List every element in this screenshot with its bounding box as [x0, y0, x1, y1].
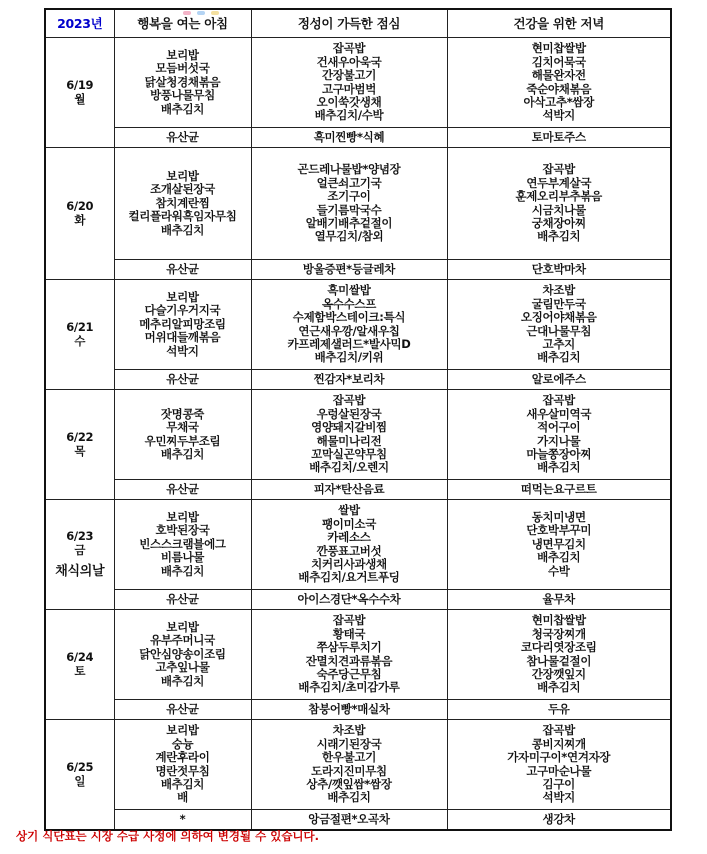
day-row: [45, 390, 671, 480]
lunch-item: 시래기된장국: [316, 736, 382, 751]
snack-row: [45, 590, 671, 610]
date-cell: [45, 280, 114, 390]
snack-cell: 생강차: [447, 810, 671, 831]
weekday-label: 목: [74, 443, 86, 458]
snack-cell: 아이스경단*옥수수차: [251, 590, 447, 610]
breakfast-item: 숭늉: [171, 736, 194, 751]
snack-cell: 알로에주스: [447, 370, 671, 390]
breakfast-item: 배추김치: [160, 446, 205, 461]
snack-cell: 두유: [447, 700, 671, 720]
lunch-item: 쌀밥: [338, 503, 360, 518]
snack-cell: 율무차: [447, 590, 671, 610]
lunch-item: 배추김치/오렌지: [309, 460, 389, 475]
snack-cell: 피자*탄산음료: [251, 480, 447, 500]
dinner-item: 가지나물: [537, 433, 581, 448]
dinner-item: 고구마순나물: [526, 763, 592, 778]
day-row: [45, 38, 671, 128]
dinner-item: 현미찹쌀밥: [531, 41, 586, 56]
dinner-item: 근대나물무침: [526, 323, 592, 338]
breakfast-item: 보리밥: [166, 168, 199, 183]
dinner-item: 잡곡밥: [542, 162, 575, 177]
date-label: 6/24: [66, 650, 94, 665]
weekday-label: 토: [74, 663, 86, 678]
dinner-item: 동치미냉면: [531, 509, 586, 524]
snack-cell: 방울증편*등글레차: [251, 260, 447, 280]
weekday-label: 수: [74, 333, 86, 348]
dinner-item: 궁채장아찌: [531, 215, 586, 230]
lunch-item: 수제함박스테이크:특식: [292, 310, 406, 325]
breakfast-cell: [114, 390, 251, 480]
dinner-item: 현미찹쌀밥: [531, 613, 586, 628]
breakfast-item: 보리밥: [166, 509, 199, 524]
snack-cell: 떠먹는요구르트: [447, 480, 671, 500]
date-label: 6/19: [66, 78, 94, 93]
dinner-cell: [447, 38, 671, 128]
day-row: [45, 500, 671, 590]
breakfast-item: 호박된장국: [155, 523, 210, 538]
breakfast-cell: [114, 720, 251, 810]
date-label: 6/21: [66, 320, 94, 335]
lunch-item: 배추김치/요거트푸딩: [298, 570, 400, 585]
dinner-item: 콩비지찌개: [531, 736, 586, 751]
weekday-label: 일: [74, 773, 86, 788]
snack-row: [45, 260, 671, 280]
dinner-cell: [447, 390, 671, 480]
snack-cell: 유산균: [114, 590, 251, 610]
lunch-item: 곤드레나물밥*양념장: [297, 162, 401, 177]
lunch-item: 잡곡밥: [332, 41, 366, 56]
breakfast-header: 행복을 여는 아침: [114, 9, 251, 38]
dinner-item: 간장깻잎지: [531, 666, 586, 681]
dinner-cell: [447, 610, 671, 700]
snack-cell: 단호박마차: [447, 260, 671, 280]
lunch-cell: [251, 720, 447, 810]
day-row: [45, 280, 671, 370]
dinner-item: 적어구이: [537, 420, 581, 435]
breakfast-item: 명란젓무침: [155, 763, 210, 778]
dinner-item: 아삭고추*쌈장: [523, 94, 595, 109]
date-cell: [45, 500, 114, 610]
dinner-item: 코다리엿장조림: [520, 640, 597, 655]
lunch-item: 해물미나리전: [316, 433, 382, 448]
lunch-item: 배추김치/키위: [314, 350, 384, 365]
footer-notice: 상기 식단표는 시장 수급 사정에 의하여 변경될 수 있습니다.: [16, 829, 320, 843]
dinner-cell: [447, 280, 671, 370]
breakfast-item: 배추김치: [160, 563, 205, 578]
dinner-item: 시금치나물: [531, 202, 586, 217]
lunch-item: 팽이미소국: [321, 516, 377, 531]
breakfast-item: 배: [177, 790, 188, 805]
breakfast-item: 무채국: [166, 420, 199, 435]
snack-cell: 유산균: [114, 370, 251, 390]
snack-cell: 앙금절편*오곡차: [251, 810, 447, 831]
breakfast-item: 모듬버섯국: [155, 61, 210, 76]
breakfast-item: 계란후라이: [155, 750, 210, 765]
lunch-item: 차조밥: [332, 723, 366, 738]
dinner-item: 김치어묵국: [531, 54, 586, 69]
lunch-item: 배추김치/수박: [314, 108, 384, 123]
dinner-item: 청국장찌개: [531, 626, 586, 641]
lunch-item: 잡곡밥: [332, 613, 366, 628]
dinner-item: 잡곡밥: [542, 723, 575, 738]
lunch-item: 배추김치: [327, 790, 371, 805]
breakfast-item: 유부주머니국: [150, 633, 215, 648]
lunch-header: 정성이 가득한 점심: [251, 9, 447, 38]
dinner-item: 수박: [547, 563, 570, 578]
lunch-item: 카레소스: [327, 530, 371, 545]
breakfast-item: 잣명콩죽: [160, 406, 205, 421]
date-label: 6/25: [66, 760, 94, 775]
dinner-cell: [447, 720, 671, 810]
dinner-item: 단호박부꾸미: [526, 523, 592, 538]
date-cell: [45, 38, 114, 148]
snack-row: [45, 480, 671, 500]
breakfast-cell: [114, 500, 251, 590]
dinner-item: 해물완자전: [531, 68, 586, 83]
breakfast-item: 닭안심양송이조림: [139, 646, 226, 661]
day-row: [45, 720, 671, 810]
weekday-label: 월: [74, 91, 86, 106]
breakfast-item: 보리밥: [166, 47, 199, 62]
snack-row: [45, 370, 671, 390]
lunch-item: 숙주당근무침: [316, 666, 382, 681]
lunch-cell: [251, 280, 447, 370]
breakfast-item: 보리밥: [166, 289, 199, 304]
breakfast-item: 고추잎나물: [155, 660, 210, 675]
dinner-item: 석박지: [542, 790, 575, 805]
dinner-item: 가자미구이*연겨자장: [507, 750, 611, 765]
meal-table: [44, 8, 672, 831]
breakfast-item: 배추김치: [160, 101, 205, 116]
breakfast-item: 참치계란찜: [155, 195, 210, 210]
lunch-item: 배추김치/초미감가루: [298, 680, 400, 695]
header-row: [45, 9, 671, 38]
weekday-label: 금: [74, 542, 86, 557]
dinner-item: 오징어야채볶음: [520, 310, 597, 325]
breakfast-item: 배추김치: [160, 776, 205, 791]
lunch-item: 영양돼지갈비찜: [311, 420, 387, 435]
snack-cell: 유산균: [114, 128, 251, 148]
breakfast-cell: [114, 280, 251, 370]
dinner-item: 배추김치: [537, 229, 581, 244]
snack-cell: 유산균: [114, 260, 251, 280]
lunch-item: 연근새우깡/알새우칩: [298, 323, 400, 338]
lunch-item: 우렁살된장국: [316, 406, 382, 421]
lunch-cell: [251, 500, 447, 590]
snack-row: [45, 810, 671, 831]
breakfast-item: 머위대들깨볶음: [144, 330, 221, 345]
breakfast-item: 닭살청경채볶음: [144, 74, 221, 89]
breakfast-item: 비름나물: [160, 550, 205, 565]
breakfast-item: 조개살된장국: [150, 182, 215, 197]
weekday-label: 화: [74, 212, 86, 227]
breakfast-item: 배추김치: [160, 222, 205, 237]
date-label: 6/23: [66, 529, 94, 544]
dinner-item: 굴림만두국: [531, 296, 586, 311]
snack-cell: 흑미찐빵*식혜: [251, 128, 447, 148]
dinner-header: 건강을 위한 저녁: [447, 9, 671, 38]
breakfast-cell: [114, 148, 251, 260]
lunch-item: 오이쑥갓생채: [316, 94, 382, 109]
dinner-item: 차조밥: [542, 283, 575, 298]
breakfast-item: 석박지: [166, 343, 199, 358]
dinner-item: 배추김치: [537, 550, 581, 565]
dinner-item: 석박지: [542, 108, 575, 123]
date-cell: [45, 610, 114, 720]
lunch-item: 고구마범벅: [321, 81, 377, 96]
dinner-item: 참나물겉절이: [526, 653, 592, 668]
lunch-item: 잔멸치견과류볶음: [305, 653, 393, 668]
lunch-item: 옥수수스프: [321, 296, 377, 311]
lunch-item: 얼큰쇠고기국: [316, 175, 382, 190]
day-row: [45, 610, 671, 700]
lunch-item: 잡곡밥: [332, 393, 366, 408]
snack-row: [45, 128, 671, 148]
dinner-item: 잡곡밥: [542, 393, 575, 408]
lunch-item: 조기구이: [327, 189, 371, 204]
lunch-item: 간장불고기: [321, 68, 377, 83]
lunch-item: 도라지진미무침: [311, 763, 387, 778]
dinner-item: 배추김치: [537, 350, 581, 365]
snack-cell: 찐감자*보리차: [251, 370, 447, 390]
dinner-item: 새우살미역국: [526, 406, 592, 421]
lunch-cell: [251, 390, 447, 480]
breakfast-item: 빈스스크램블에그: [139, 536, 226, 551]
dinner-item: 마늘쫑장아찌: [526, 446, 592, 461]
dinner-item: 냉면무김치: [531, 536, 586, 551]
dinner-cell: [447, 500, 671, 590]
dinner-item: 고추지: [542, 336, 575, 351]
lunch-item: 건새우아욱국: [316, 54, 382, 69]
snack-cell: 참붕어빵*매실차: [251, 700, 447, 720]
dinner-item: 연두부계살국: [526, 175, 592, 190]
snack-row: [45, 700, 671, 720]
breakfast-item: 우민찌두부조림: [144, 433, 221, 448]
dinner-item: 훈제오리부추볶음: [515, 189, 602, 204]
dinner-item: 배추김치: [537, 460, 581, 475]
date-label: 6/20: [66, 199, 94, 214]
snack-cell: 토마토주스: [447, 128, 671, 148]
lunch-cell: [251, 38, 447, 128]
date-label: 6/22: [66, 430, 94, 445]
date-cell: [45, 720, 114, 831]
dinner-cell: [447, 148, 671, 260]
lunch-item: 쭈삼두루치기: [316, 640, 382, 655]
dinner-item: 죽순야채볶음: [526, 81, 592, 96]
snack-cell: 유산균: [114, 480, 251, 500]
breakfast-item: 다슬기우거지국: [144, 303, 221, 318]
lunch-item: 들기름막국수: [316, 202, 382, 217]
lunch-item: 황태국: [332, 626, 366, 641]
breakfast-item: 배추김치: [160, 673, 205, 688]
lunch-item: 한우불고기: [321, 750, 377, 765]
snack-cell: *: [114, 810, 251, 831]
breakfast-cell: [114, 38, 251, 128]
breakfast-item: 보리밥: [166, 723, 199, 738]
snack-cell: 유산균: [114, 700, 251, 720]
date-cell: [45, 148, 114, 280]
lunch-item: 열무김치/참외: [314, 229, 384, 244]
lunch-item: 꼬막실곤약무침: [311, 446, 387, 461]
lunch-item: 치커리사과생채: [311, 556, 387, 571]
day-note: 채식의날: [55, 564, 105, 580]
breakfast-item: 보리밥: [166, 619, 199, 634]
breakfast-item: 컬리플라워흑임자무침: [128, 209, 237, 224]
lunch-item: 카프레제샐러드*발사믹D: [287, 336, 411, 351]
date-cell: [45, 390, 114, 500]
lunch-item: 알배기배추겉절이: [305, 215, 393, 230]
lunch-item: 상추/깻잎쌈*쌈장: [306, 776, 392, 791]
lunch-cell: [251, 610, 447, 700]
lunch-item: 흑미쌀밥: [327, 283, 371, 298]
breakfast-cell: [114, 610, 251, 700]
breakfast-item: 방풍나물무침: [150, 88, 215, 103]
year-label: 2023년: [45, 9, 114, 38]
meal-table-body: [45, 38, 671, 831]
lunch-item: 깐풍표고버섯: [316, 543, 382, 558]
breakfast-item: 메추리알피망조림: [139, 316, 226, 331]
dinner-item: 배추김치: [537, 680, 581, 695]
day-row: [45, 148, 671, 260]
dinner-item: 김구이: [542, 776, 575, 791]
lunch-cell: [251, 148, 447, 260]
top-decoration: [180, 0, 480, 6]
